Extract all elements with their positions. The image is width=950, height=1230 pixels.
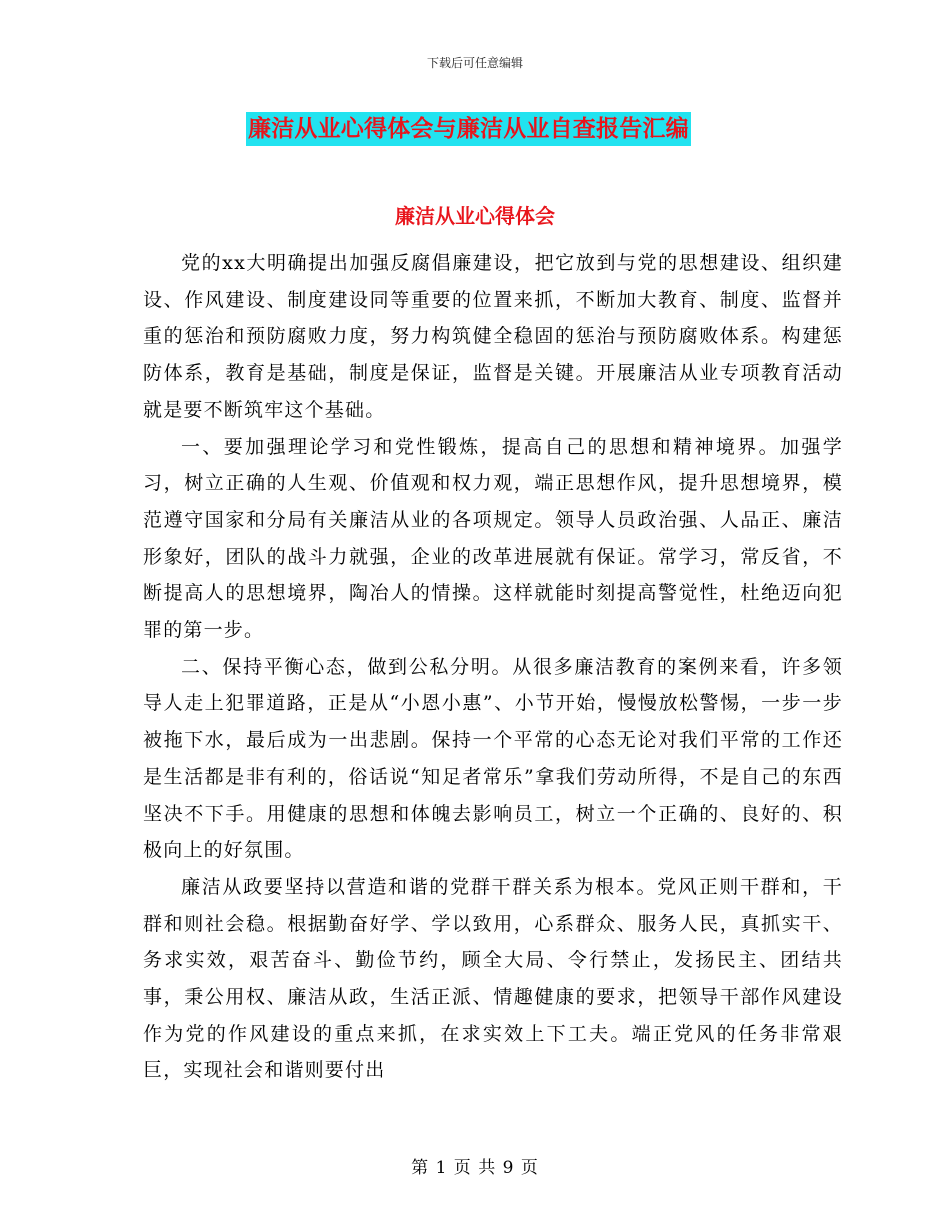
page-number-footer: 第 1 页 共 9 页 — [411, 1158, 539, 1178]
paragraph: 党的xx大明确提出加强反腐倡廉建设，把它放到与党的思想建设、组织建设、作风建设、制度建设同等重要的位置来抓，不断加大教育、制度、监督并重的惩治和预防腐败力度，努力构筑健全稳固的惩治与预防腐败体系。构建惩防体系，教育是基础，制度是保证，监督是关键。开展廉洁从业专项教育活动就是要不断筑牢这个基础。 — [143, 252, 843, 421]
header-note: 下载后可任意编辑 — [426, 56, 523, 70]
section-title: 廉洁从业心得体会 — [395, 204, 555, 228]
document-title: 廉洁从业心得体会与廉洁从业自查报告汇编 — [246, 112, 691, 146]
document-body — [143, 245, 843, 1089]
paragraph: 廉洁从政要坚持以营造和谐的党群干群关系为根本。党风正则干群和，干群和则社会稳。根据勤奋好学、学以致用，心系群众、服务人民，真抓实干、务求实效，艰苦奋斗、勤俭节约，顾全大局、令行禁止，发扬民主、团结共事，秉公用权、廉洁从政，生活正派、情趣健康的要求，把领导干部作风建设作为党的作风建设的重点来抓，在求实效上下工夫。端正党风的任务非常艰巨，实现社会和谐则要付出 — [143, 875, 843, 1082]
paragraph: 一、要加强理论学习和党性锻炼，提高自己的思想和精神境界。加强学习，树立正确的人生观、价值观和权力观，端正思想作风，提升思想境界，模范遵守国家和分局有关廉洁从业的各项规定。领导人员政治强、人品正、廉洁形象好，团队的战斗力就强，企业的改革进展就有保证。常学习，常反省，不断提高人的思想境界，陶冶人的情操。这样就能时刻提高警觉性，杜绝迈向犯罪的第一步。 — [143, 435, 843, 642]
paragraph: 二、保持平衡心态，做到公私分明。从很多廉洁教育的案例来看，许多领导人走上犯罪道路，正是从“小恩小惠”、小节开始，慢慢放松警惕，一步一步被拖下水，最后成为一出悲剧。保持一个平常的心态无论对我们平常的工作还是生活都是非有利的，俗话说“知足者常乐”拿我们劳动所得，不是自己的东西坚决不下手。用健康的思想和体魄去影响员工，树立一个正确的、良好的、积极向上的好氛围。 — [143, 655, 843, 862]
